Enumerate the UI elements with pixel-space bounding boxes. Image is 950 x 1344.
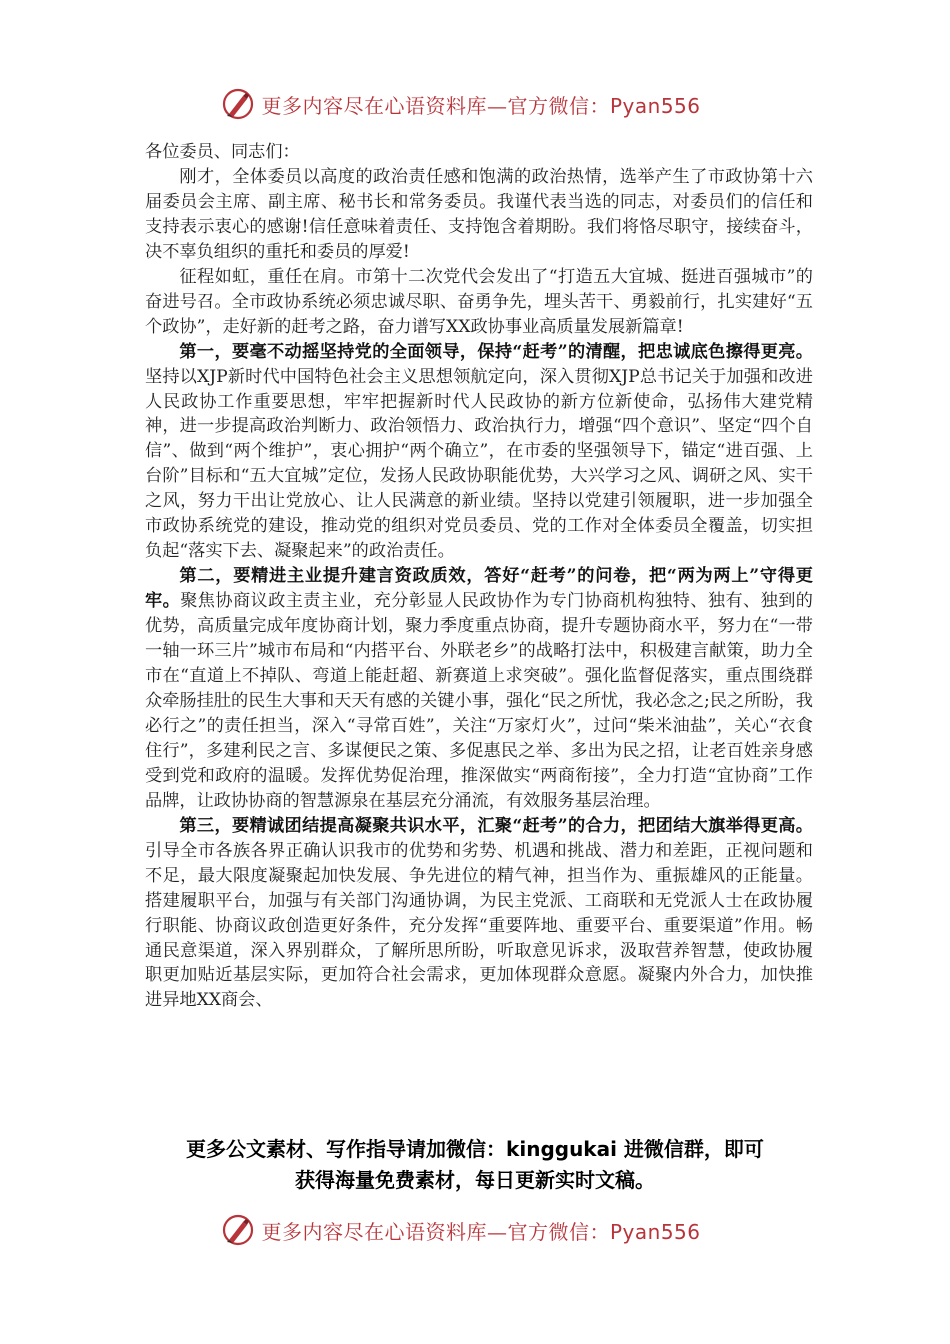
paragraph-1	[145, 165, 813, 265]
footer-promo-line-1: 更多公文素材、写作指导请加微信：kinggukai 进微信群，即可	[186, 1137, 764, 1161]
header-banner-label: 更多内容尽在心语资料库—官方微信：	[261, 93, 610, 118]
header-banner	[0, 82, 950, 126]
paragraph-2	[145, 265, 813, 340]
paragraph-4-text: 聚焦协商议政主责主业，充分彰显人民政协作为专门协商机构独特、独有、独到的优势，高质量完成年度协商计划，聚力季度重点协商，提升专题协商水平，努力在“一带一轴一环三片”城市布局和“内搭平台、外联老乡”的战略打法中，积极建言献策，助力全市在“直道上不掉队、弯道上能赶超、新赛道上求突破”。强化监督促落实，重点围绕群众牵肠挂肚的民生大事和天天有感的关键小事，强化“民之所忧，我必念之;民之所盼，我必行之”的责任担当，深入“寻常百姓”，关注“万家灯火”，过问“柴米油盐”，关心“衣食住行”，多建利民之言、多谋便民之策、多促惠民之举、多出为民之招，让老百姓亲身感受到党和政府的温暖。发挥优势促治理，推深做实“两商衔接”，全力打造“宜协商”工作品牌，让政协协商的智慧源泉在基层充分涌流，有效服务基层治理。	[145, 591, 813, 811]
footer-banner	[0, 1208, 950, 1252]
footer-promo-line-2: 获得海量免费素材，每日更新实时文稿。	[295, 1168, 655, 1192]
paragraph-5	[145, 814, 813, 1014]
paragraph-3-lead: 第一，要毫不动摇坚持党的全面领导，保持“赶考”的清醒，把忠诚底色擦得更亮。	[179, 341, 813, 362]
footer-promo	[0, 1134, 950, 1196]
paragraph-1-text: 刚才，全体委员以高度的政治责任感和饱满的政治热情，选举产生了市政协第十六届委员会主席、副主席、秘书长和常务委员。我谨代表当选的同志，对委员们的信任和支持表示衷心的感谢!信任意味着责任、支持饱含着期盼。我们将恪尽职守，接续奋斗，决不辜负组织的重托和委员的厚爱!	[145, 166, 813, 262]
pen-logo-icon	[221, 1213, 255, 1247]
footer-wechat-id: Pyan556	[609, 1219, 701, 1244]
salutation: 各位委员、同志们：	[145, 142, 300, 162]
header-wechat-id: Pyan556	[609, 93, 701, 118]
footer-banner-inner	[221, 1213, 700, 1247]
footer-banner-text	[261, 1216, 700, 1245]
paragraph-3-text: 坚持以XJP新时代中国特色社会主义思想领航定向，深入贯彻XJP总书记关于加强和改进人民政协工作重要思想，牢牢把握新时代人民政协的新方位新使命，弘扬伟大建党精神，进一步提高政治判断力、政治领悟力、政治执行力，增强“四个意识”、坚定“四个自信”、做到“两个维护”，衷心拥护“两个确立”，在市委的坚强领导下，锚定“进百强、上台阶”目标和“五大宜城”定位，发扬人民政协职能优势，大兴学习之风、调研之风、实干之风，努力干出让党放心、让人民满意的新业绩。坚持以党建引领履职，进一步加强全市政协系统党的建设，推动党的组织对党员委员、党的工作对全体委员全覆盖，切实担负起“落实下去、凝聚起来”的政治责任。	[145, 366, 813, 562]
paragraph-5-text: 引导全市各族各界正确认识我市的优势和劣势、机遇和挑战、潜力和差距，正视问题和不足，最大限度凝聚起加快发展、争先进位的精气神，担当作为、重振雄风的正能量。搭建履职平台，加强与有关部门沟通协调，为民主党派、工商联和无党派人士在政协履行职能、协商议政创造更好条件，充分发挥“重要阵地、重要平台、重要渠道”作用。畅通民意渠道，深入界别群众，了解所思所盼，听取意见诉求，汲取营养智慧，使政协履职更加贴近基层实际，更加符合社会需求，更加体现群众意愿。凝聚内外合力，加快推进异地XX商会、	[145, 840, 813, 1011]
header-banner-inner	[221, 87, 700, 121]
paragraph-4	[145, 564, 813, 814]
paragraph-3	[145, 340, 813, 565]
pen-logo-icon	[221, 87, 255, 121]
header-banner-text	[261, 90, 700, 119]
paragraph-5-lead: 第三，要精诚团结提高凝聚共识水平，汇聚“赶考”的合力，把团结大旗举得更高。	[179, 815, 813, 836]
footer-banner-label: 更多内容尽在心语资料库—官方微信：	[261, 1219, 610, 1244]
document-body	[145, 140, 813, 1013]
paragraph-4-lead: 第二，要精进主业提升建言资政质效，答好“赶考”的问卷，把“两为两上”守得更牢。	[145, 566, 813, 612]
paragraph-2-text: 征程如虹，重任在肩。市第十二次党代会发出了“打造五大宜城、挺进百强城市”的奋进号召。全市政协系统必须忠诚尽职、奋勇争先，埋头苦干、勇毅前行，扎实建好“五个政协”，走好新的赶考之路，奋力谱写XX政协事业高质量发展新篇章!	[145, 266, 813, 337]
